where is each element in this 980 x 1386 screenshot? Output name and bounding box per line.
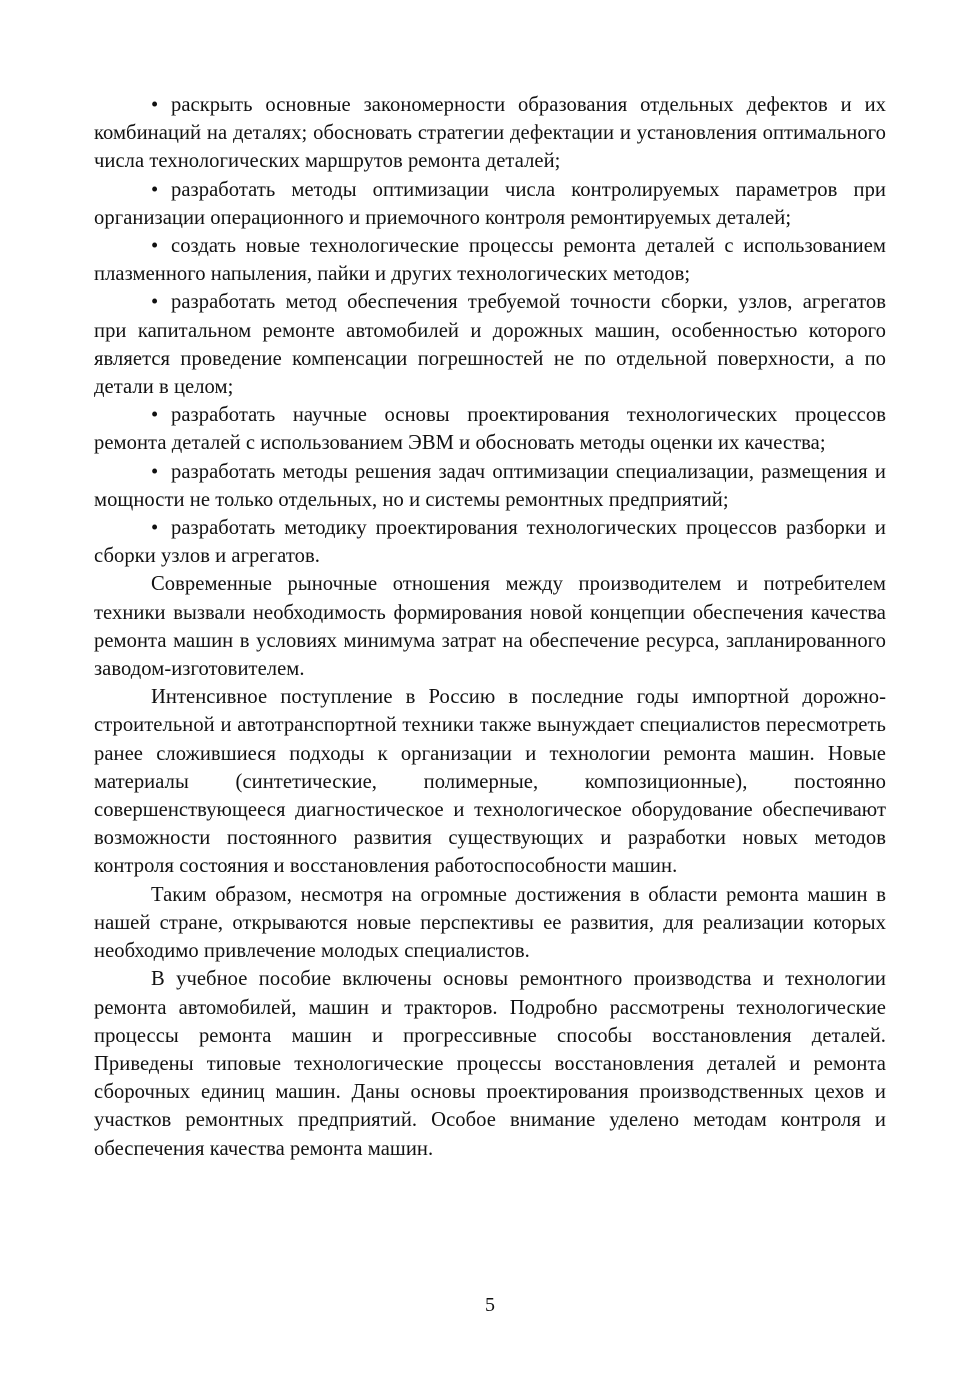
bullet-icon: •	[151, 404, 159, 427]
bullet-text: разработать научные основы проектирования технологических процессов ремонта деталей с использованием ЭВМ и обосновать методы оценки их качества;	[94, 404, 886, 455]
bullet-item	[94, 91, 886, 176]
page-body	[94, 91, 886, 1163]
paragraph: Современные рыночные отношения между производителем и потребителем техники вызвали необходимость формирования новой концепции обеспечения качества ремонта машин в условиях минимума затрат на обеспечение ресурса, запланированного заводом-изготовителем.	[94, 573, 886, 681]
bullet-text: создать новые технологические процессы ремонта деталей с использованием плазменного напыления, пайки и других технологических методов;	[94, 235, 886, 286]
bullet-text: разработать методы решения задач оптимизации специализации, размещения и мощности не только отдельных, но и системы ремонтных предприятий;	[94, 460, 886, 511]
bullet-icon: •	[151, 460, 159, 483]
bullet-item	[94, 176, 886, 232]
bullet-icon: •	[151, 291, 159, 314]
bullet-item	[94, 288, 886, 401]
bullet-icon: •	[151, 94, 159, 116]
bullet-item	[94, 232, 886, 288]
bullet-item	[94, 458, 886, 514]
paragraph: Интенсивное поступление в Россию в последние годы импортной дорожно-строительной и автотранспортной техники также вынуждает специалистов пересмотреть ранее сложившиеся подходы к организации и технологии ремонта машин. Новые материалы (синтетические, полимерные, композиционные), постоянно совершенствующееся диагностическое и технологическое оборудование обеспечивают возможности постоянного развития существующих и разработки новых методов контроля состояния и восстановления работоспособности машин.	[94, 686, 886, 878]
bullet-text: раскрыть основные закономерности образования отдельных дефектов и их комбинаций на деталях; обосновать стратегии дефектации и установления оптимального числа технологических маршрутов ремонта деталей;	[94, 94, 886, 173]
page-number: 5	[485, 1294, 495, 1316]
bullet-text: разработать методы оптимизации числа контролируемых параметров при организации операционного и приемочного контроля ремонтируемых деталей;	[94, 178, 886, 229]
bullet-text: разработать методику проектирования технологических процессов разборки и сборки узлов и агрегатов.	[94, 517, 886, 568]
bullet-icon: •	[151, 517, 159, 540]
paragraph: Таким образом, несмотря на огромные достижения в области ремонта машин в нашей стране, открываются новые перспективы ее развития, для реализации которых необходимо привлечение молодых специалистов.	[94, 883, 886, 963]
bullet-icon: •	[151, 235, 159, 258]
bullet-text: разработать метод обеспечения требуемой точности сборки, узлов, агрегатов при капитальном ремонте автомобилей и дорожных машин, особенностью которого является проведение компенсации погрешностей не по отдельной поверхности, а по детали в целом;	[94, 291, 886, 399]
bullet-item	[94, 401, 886, 457]
bullet-item	[94, 514, 886, 570]
bullet-icon: •	[151, 178, 159, 201]
paragraph: В учебное пособие включены основы ремонтного производства и технологии ремонта автомобилей, машин и тракторов. Подробно рассмотрены технологические процессы ремонта машин и прогрессивные способы восстановления деталей. Приведены типовые технологические процессы восстановления деталей и ремонта сборочных единиц машин. Даны основы проектирования производственных цехов и участков ремонтных предприятий. Особое внимание уделено методам контроля и обеспечения качества ремонта машин.	[94, 968, 886, 1160]
